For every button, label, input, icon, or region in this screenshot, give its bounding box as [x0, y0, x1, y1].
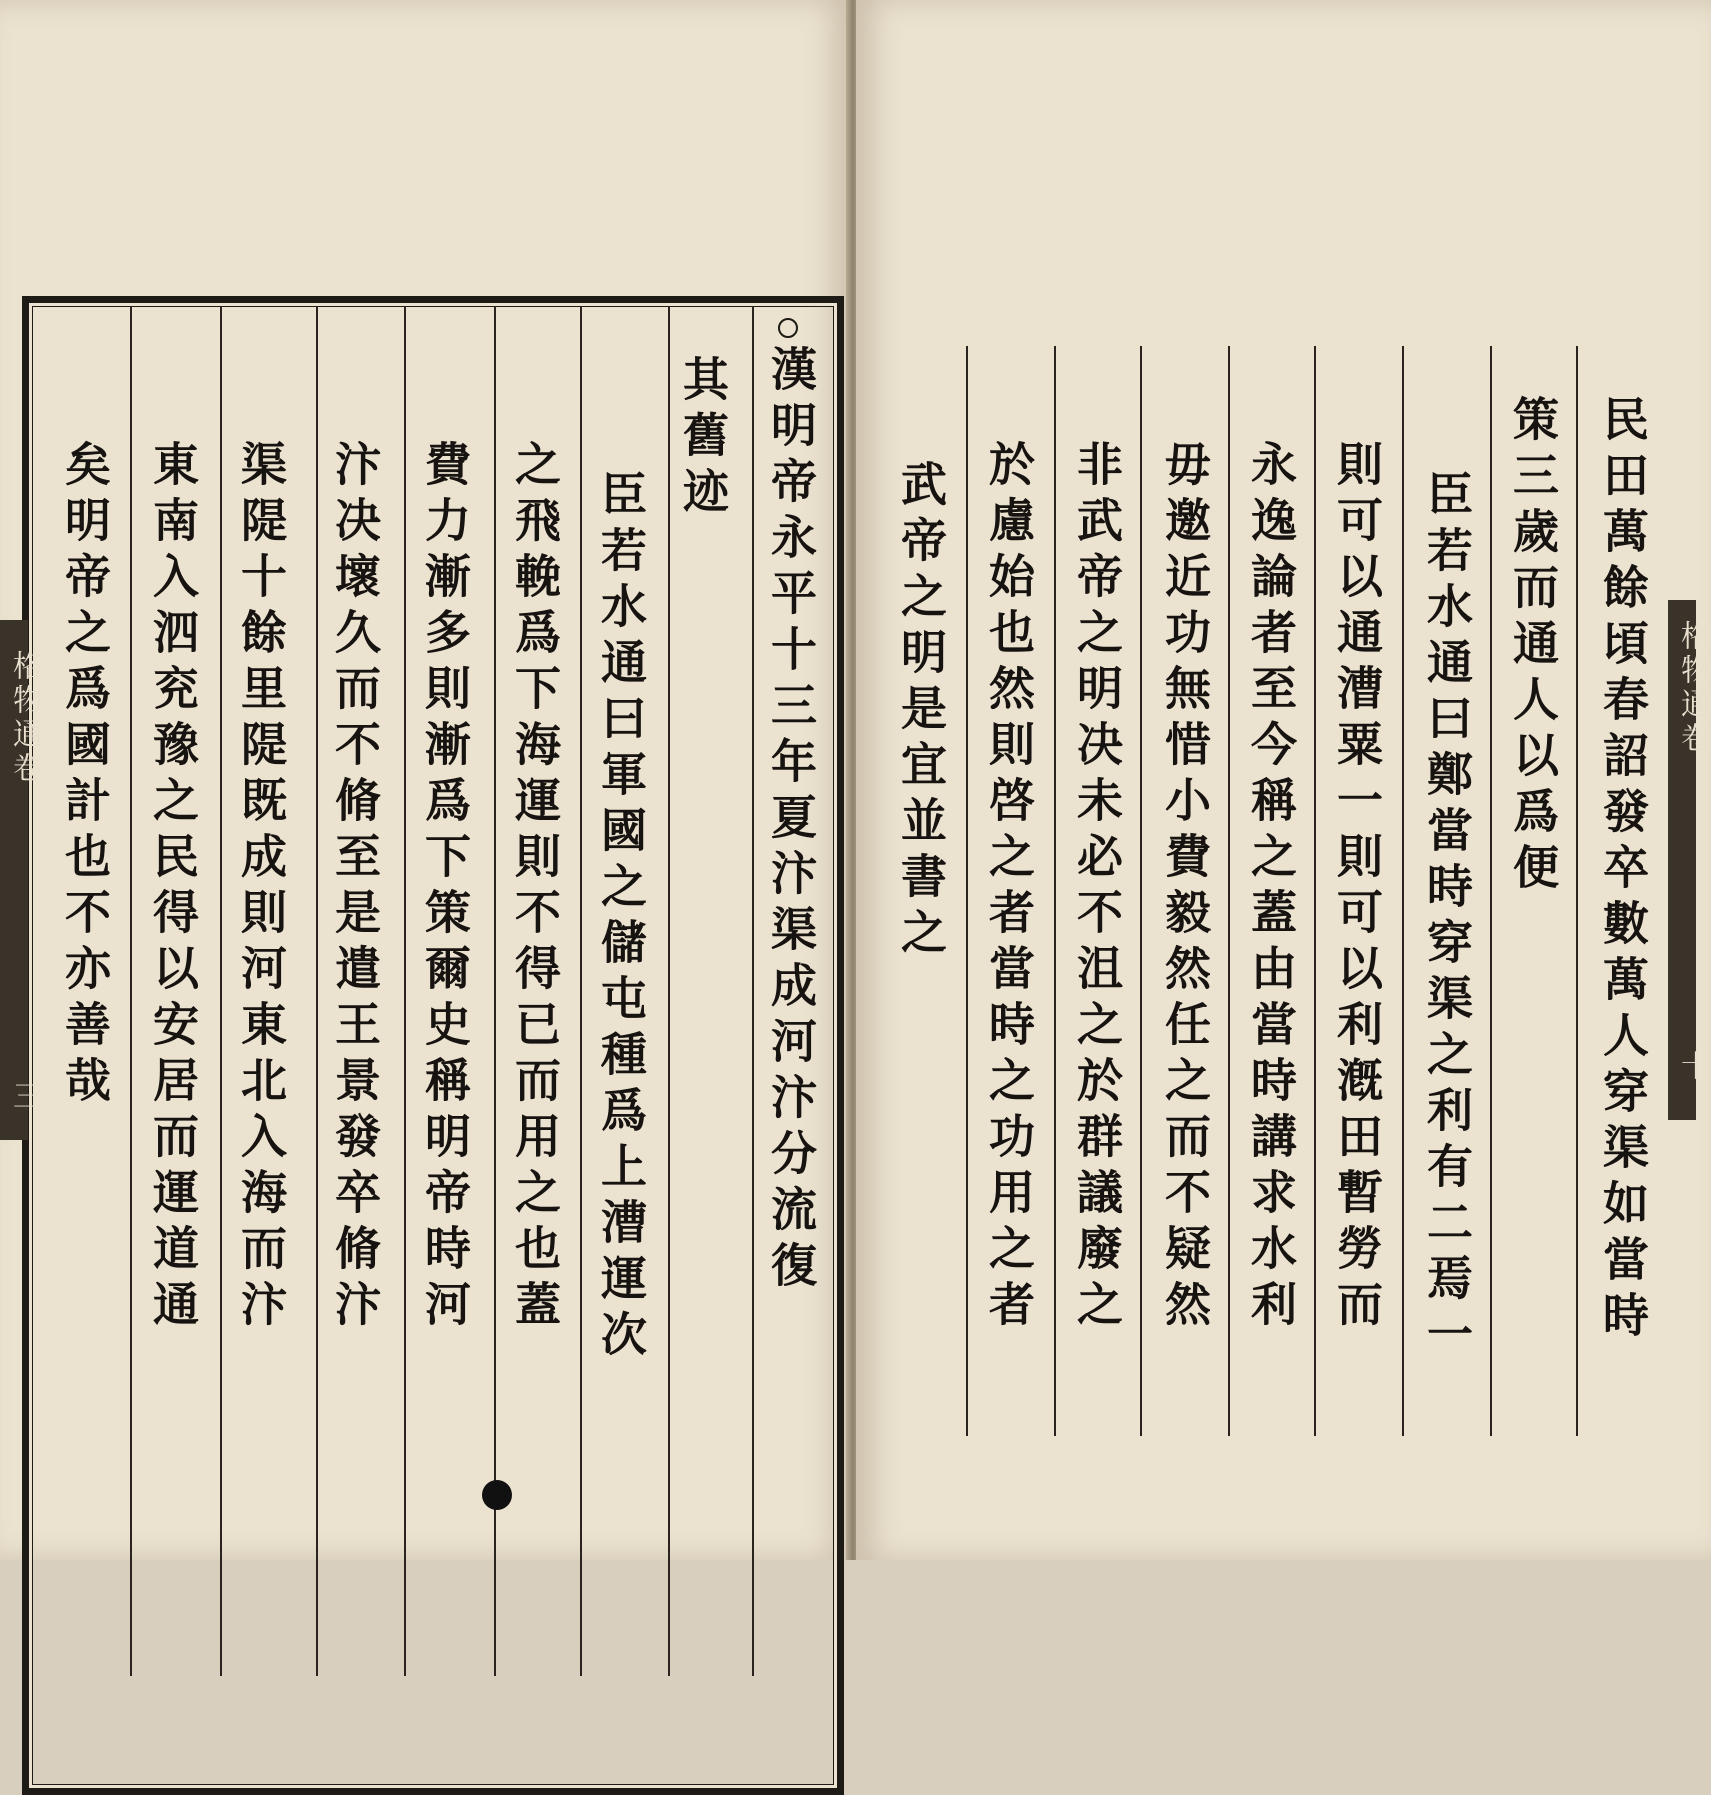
column-rule	[1402, 346, 1404, 1436]
text-column: 之飛輓爲下海運則不得已而用之也蓋	[508, 440, 562, 1336]
left-page	[0, 0, 850, 1560]
ink-stain	[482, 1480, 512, 1510]
column-rule	[966, 346, 968, 1436]
column-rule	[1490, 346, 1492, 1436]
text-column: 其舊迹	[676, 355, 730, 523]
text-column: 永逸論者至今稱之蓋由當時講求水利	[1244, 440, 1298, 1336]
column-rule	[316, 306, 318, 1676]
column-rule	[220, 306, 222, 1676]
text-column: 非武帝之明决未必不沮之於群議廢之	[1070, 440, 1124, 1336]
column-rule	[1054, 346, 1056, 1436]
text-column: 費力漸多則漸爲下策爾史稱明帝時河	[418, 440, 472, 1336]
text-column: 汴决壞久而不脩至是遣王景發卒脩汴	[328, 440, 382, 1336]
column-rule	[668, 306, 670, 1676]
margin-title: 格物通卷	[7, 650, 42, 786]
text-column: 於慮始也然則啓之者當時之功用之者	[982, 440, 1036, 1336]
folio-number: 三	[7, 1080, 42, 1114]
text-column: 武帝之明是宜並書之	[894, 460, 948, 964]
column-rule	[752, 306, 754, 1676]
text-column: 臣若水通曰鄭當時穿渠之利有二焉一	[1420, 470, 1474, 1366]
column-rule	[1314, 346, 1316, 1436]
column-rule	[580, 306, 582, 1676]
text-column: 則可以通漕粟一則可以利漑田暫勞而	[1330, 440, 1384, 1336]
text-column: 策三歲而通人以爲便	[1506, 395, 1560, 899]
column-rule	[404, 306, 406, 1676]
text-column: 矣明帝之爲國計也不亦善哉	[58, 440, 112, 1112]
folio-number: 十	[1675, 1050, 1710, 1084]
text-column: 渠隄十餘里隄既成則河東北入海而汴	[234, 440, 288, 1336]
column-rule	[1228, 346, 1230, 1436]
column-rule	[130, 306, 132, 1676]
text-column: 東南入泗兖豫之民得以安居而運道通	[146, 440, 200, 1336]
text-column: 民田萬餘頃春詔發卒數萬人穿渠如當時	[1596, 395, 1650, 1347]
column-rule	[1576, 346, 1578, 1436]
circle-mark-icon	[778, 318, 798, 338]
text-column: 毋邀近功無惜小費毅然任之而不疑然	[1158, 440, 1212, 1336]
right-page	[856, 0, 1711, 1560]
margin-title: 格物通卷	[1675, 620, 1710, 756]
text-column: 漢明帝永平十三年夏汴渠成河汴分流復	[764, 345, 818, 1297]
column-rule	[494, 306, 496, 1676]
text-column: 臣若水通曰軍國之儲屯種爲上漕運次	[594, 470, 648, 1366]
column-rule	[1140, 346, 1142, 1436]
